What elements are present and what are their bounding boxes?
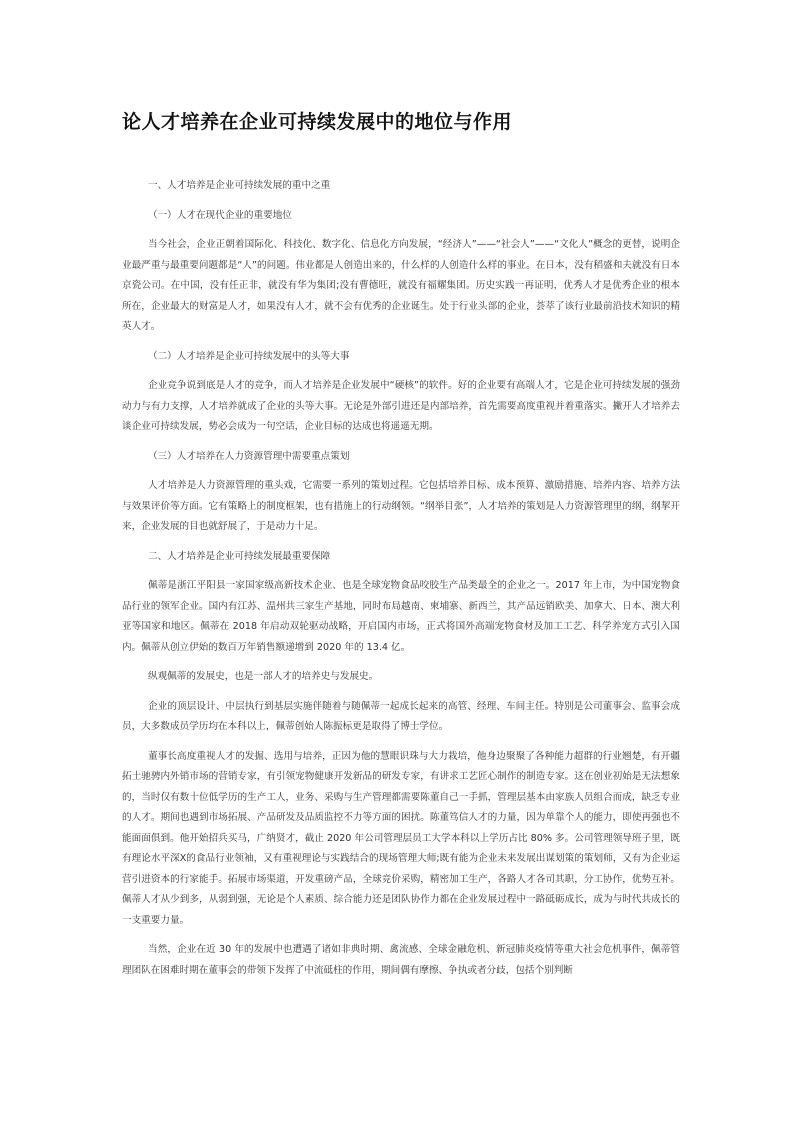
document-title: 论人才培养在企业可持续发展中的地位与作用	[122, 111, 513, 133]
document-body	[122, 176, 680, 990]
paragraph: 当然，企业在近 30 年的发展中也遭遇了诸如非典时期、禽流感、全球金融危机、新冠肺炎疫情等重大社会危机事件，佩蒂管理团队在困难时期在董事会的带领下发挥了中流砥柱的作用，期间偶有摩擦、争执或者分歧，包括个别判断	[122, 944, 680, 976]
paragraph: 人才培养是人力资源管理的重头戏，它需要一系列的策划过程。它包括培养目标、成本预算、激励措施、培养内容、培养方法与效果评价等方面。它有策略上的制度框架，也有措施上的行动纲领。“纲举目张”，人才培养的策划是人力资源管理里的纲，纲挈开来，企业发展的目也就舒展了，于是动力十足。	[122, 480, 680, 532]
paragraph: 当今社会，企业正朝着国际化、科技化、数字化、信息化方向发展，“经济人”——“社会人”——“文化人”概念的更替，说明企业最严重与最重要问题都是“人”的问题。伟业都是人创造出来的，什么样的人创造什么样的事业。在日本，没有稻盛和夫就没有日本京瓷公司。在中国，没有任正非，就没有华为集团;没有曹德旺，就没有福耀集团。历史实践一再证明，优秀人才是优秀企业的根本所在，企业最大的财富是人才，如果没有人才，就不会有优秀的企业诞生。处于行业头部的企业，荟萃了该行业最前沿技术知识的精英人才。	[122, 239, 680, 332]
paragraph: 佩蒂是浙江平阳县一家国家级高新技术企业、也是全球宠物食品咬胶生产品类最全的企业之一。2017 年上市，为中国宠物食品行业的领军企业。国内有江苏、温州共三家生产基地，同时布局越南、柬埔寨、新西兰，其产品远销欧美、加拿大、日本、澳大利亚等国家和地区。佩蒂在 2018 年启动双轮驱动战略，开启国内市场，正式将国外高端宠物食材及加工工艺、科学养宠方式引入国内。佩蒂从创立伊始的数百万年销售额递增到 2020 年的 13.4 亿。	[122, 580, 680, 653]
paragraph: 董事长高度重视人才的发掘、选用与培养，正因为他的慧眼识珠与大力栽培，他身边聚聚了各种能力超群的行业翘楚，有开疆拓土驰骋内外销市场的营销专家，有引领宠物健康开发新品的研发专家，有讲求工艺匠心制作的制造专家。这在创业初始是无法想象的，当时仅有数十位低学历的生产工人，业务、采购与生产管理都需要陈董自己一手抓，管理层基本由家族人员组合而成，缺乏专业的人才。期间也遇到市场拓展、产品研发及品质监控不力等方面的困扰。陈董笃信人才的力量，因为单靠个人的能力，即使再强也不能面面俱到。他开始招兵买马，广纳贤才，截止 2020 年公司管理层员工大学本科以上学历占比 80% 多。公司管理领导班子里，既有理论水平深X的食品行业领袖，又有重视理论与实践结合的现场管理大师;既有能为企业未来发展出谋划策的策划师，又有为企业运营引进资本的行家能手。拓展市场渠道，开发重磅产品，全球竞价采购，精密加工生产，各路人才各司其职，分工协作，优势互补。佩蒂人才从少到多，从弱到强，无论是个人素质、综合能力还是团队协作力都在企业发展过程中一路砥砺成长，成为与时代共成长的一支重要力量。	[122, 750, 680, 926]
paragraph: 企业的顶层设计、中层执行到基层实施伴随着与随佩蒂一起成长起来的高管、经理、车间主任。特别是公司董事会、监事会成员，大多数成员学历均在本科以上，佩蒂创始人陈振标更是取得了博士学位。	[122, 700, 680, 732]
subsection-heading-1-1: （一）人才在现代企业的重要地位	[148, 209, 292, 221]
paragraph: 企业竞争说到底是人才的竞争，而人才培养是企业发展中“硬核”的软件。好的企业要有高端人才，它是企业可持续发展的强劲动力与有力支撑，人才培养就成了企业的头等大事。无论是外部引进还是内部培养，首先需要高度重视并着重落实。撇开人才培养去谈企业可持续发展，势必会成为一句空话，企业目标的达成也将遥遥无期。	[122, 380, 680, 432]
subsection-heading-1-3: （三）人才培养在人力资源管理中需要重点策划	[148, 450, 350, 462]
subsection-heading-1-2: （二）人才培养是企业可持续发展中的头等大事	[148, 350, 350, 362]
section-heading-2: 二、人才培养是企业可持续发展最重要保障	[148, 550, 331, 562]
paragraph: 纵观佩蒂的发展史，也是一部人才的培养史与发展史。	[148, 671, 379, 682]
section-heading-1: 一、人才培养是企业可持续发展的重中之重	[148, 180, 331, 191]
